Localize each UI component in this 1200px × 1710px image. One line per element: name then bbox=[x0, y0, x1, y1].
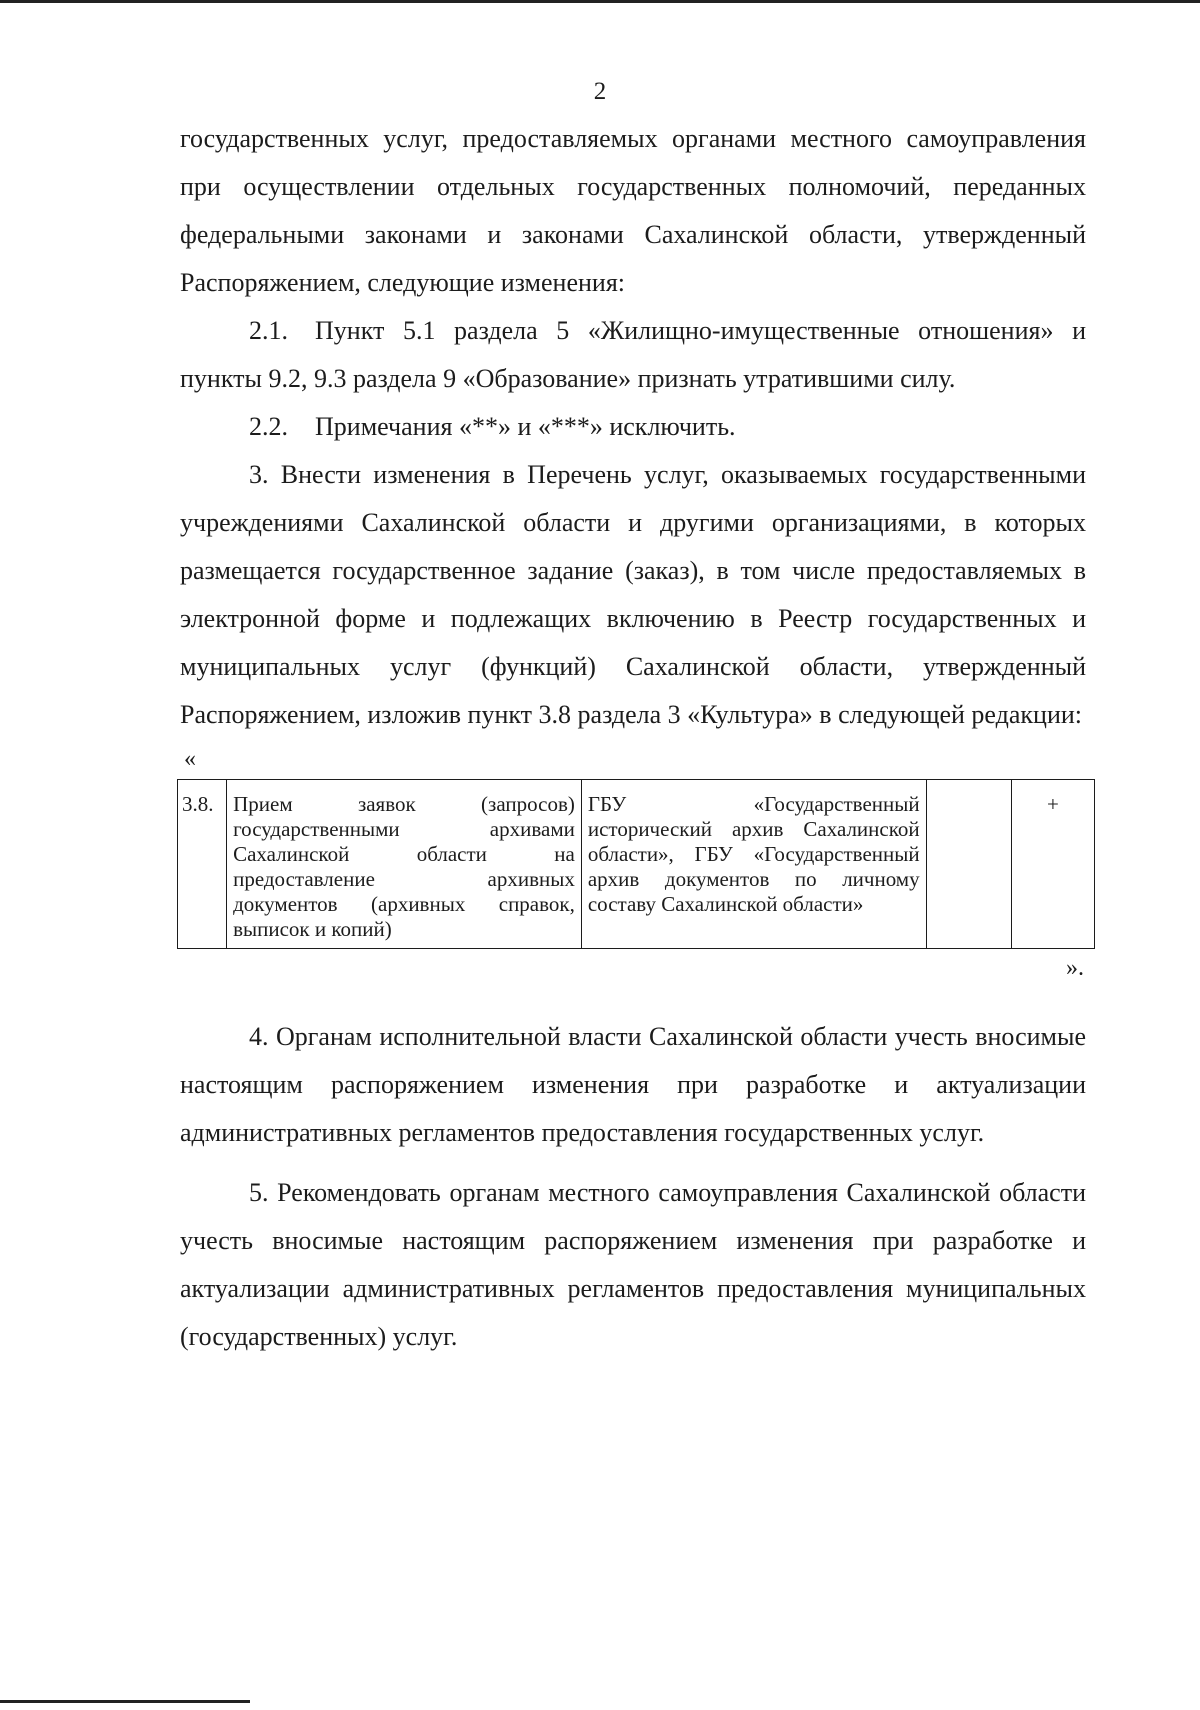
item-number: 2.1. bbox=[249, 316, 288, 345]
cell-empty bbox=[926, 780, 1011, 949]
paragraph-intro: государственных услуг, предоставляемых органами местного самоуправления при осуществлении отдельных государственных полномочий, переданных федеральными законами и законами Сахалинской области, утвержденный Распоряжением, следующие изменения: bbox=[180, 124, 1086, 297]
item-number: 2.2. bbox=[249, 412, 288, 441]
table-row bbox=[178, 780, 1095, 949]
quote-close: ». bbox=[1066, 955, 1084, 981]
page-number: 2 bbox=[593, 78, 607, 105]
paragraph-2-1 bbox=[180, 307, 1086, 403]
scan-edge-bottom bbox=[0, 1700, 250, 1703]
paragraph-2-2 bbox=[180, 403, 1086, 451]
item-text: Примечания «**» и «***» исключить. bbox=[315, 412, 736, 441]
paragraph-3: 3. Внести изменения в Перечень услуг, оказываемых государственными учреждениями Сахалинской области и другими организациями, в которых размещается государственное задание (заказ), в том числе предоставляемых в электронной форме и подлежащих включению в Реестр государственных и муниципальных услуг (функций) Сахалинской области, утвержденный Распоряжением, изложив пункт 3.8 раздела 3 «Культура» в следующей редакции: bbox=[180, 460, 1086, 729]
cell-number: 3.8. bbox=[178, 780, 227, 949]
cell-service: Прием заявок (запросов) государственными архивами Сахалинской области на предоставление архивных документов (архивных справок, выписок и копий) bbox=[227, 780, 582, 949]
item-text: Пункт 5.1 раздела 5 «Жилищно-имущественные отношения» и пункты 9.2, 9.3 раздела 9 «Образование» признать утратившими силу. bbox=[180, 316, 1086, 393]
cell-provider: ГБУ «Государственный исторический архив Сахалинской области», ГБУ «Государственный архив документов по личному составу Сахалинской области» bbox=[581, 780, 926, 949]
services-table bbox=[177, 779, 1095, 949]
scan-edge-top bbox=[0, 0, 1200, 3]
paragraph-4: 4. Органам исполнительной власти Сахалинской области учесть вносимые настоящим распоряжением изменения при разработке и актуализации административных регламентов предоставления государственных услуг. bbox=[180, 1022, 1086, 1147]
paragraph-5: 5. Рекомендовать органам местного самоуправления Сахалинской области учесть вносимые настоящим распоряжением изменения при разработке и актуализации административных регламентов предоставления муниципальных (государственных) услуг. bbox=[180, 1178, 1086, 1351]
quote-open: « bbox=[184, 746, 196, 772]
document-body bbox=[180, 115, 1086, 1361]
cell-plus-mark: + bbox=[1011, 780, 1094, 949]
